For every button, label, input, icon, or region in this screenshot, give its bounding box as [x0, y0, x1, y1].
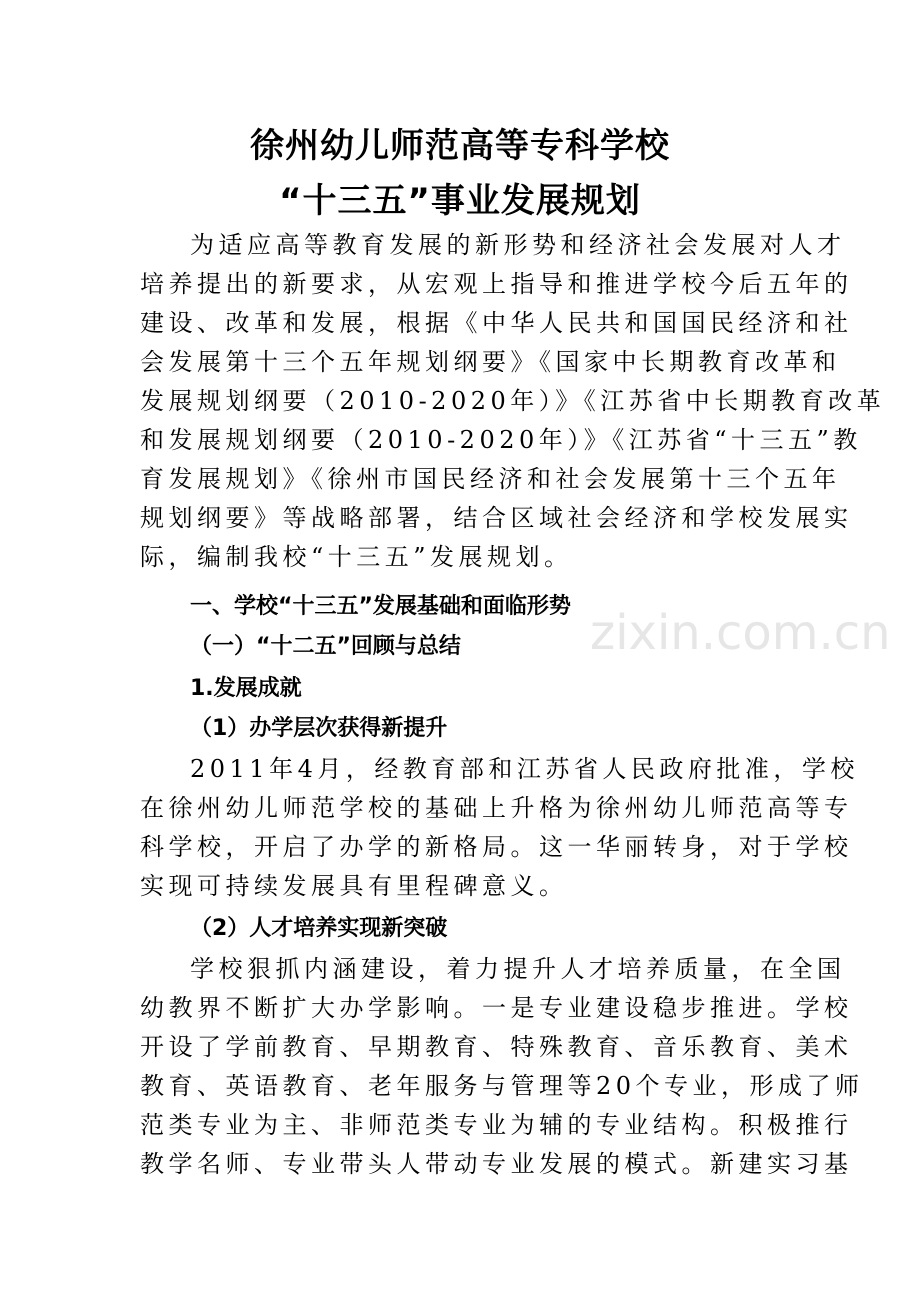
intro-line: 为适应高等教育发展的新形势和经济社会发展对人才	[190, 231, 846, 259]
point-heading: 1.发展成就	[190, 676, 302, 701]
item2-line: 开设了学前教育、早期教育、特殊教育、音乐教育、美术	[140, 1033, 853, 1061]
intro-line: 规划纲要》等战略部署，结合区域社会经济和学校发展实	[140, 504, 853, 532]
item-heading: （2）人才培养实现新突破	[190, 916, 448, 941]
intro-line: 发展规划纲要（2010-2020年）》《江苏省中长期教育改革	[140, 387, 886, 415]
subsection-heading: （一）“十二五”回顾与总结	[190, 634, 461, 659]
item2-line: 幼教界不断扩大办学影响。一是专业建设稳步推进。学校	[140, 994, 853, 1022]
intro-line: 培养提出的新要求，从宏观上指导和推进学校今后五年的	[140, 270, 853, 298]
item1-line: 实现可持续发展具有里程碑意义。	[140, 872, 568, 900]
item2-line: 学校狠抓内涵建设，着力提升人才培养质量，在全国	[190, 955, 846, 983]
item2-line: 教育、英语教育、老年服务与管理等20个专业，形成了师	[140, 1072, 864, 1100]
item2-line: 教学名师、专业带头人带动专业发展的模式。新建实习基	[140, 1150, 853, 1178]
document-title-line1: 徐州幼儿师范高等专科学校	[250, 126, 670, 166]
intro-line: 建设、改革和发展，根据《中华人民共和国国民经济和社	[140, 309, 853, 337]
intro-line: 际，编制我校“十三五”发展规划。	[140, 543, 573, 571]
item1-line: 2011年4月，经教育部和江苏省人民政府批准，学校	[190, 755, 859, 783]
intro-line: 和发展规划纲要（2010-2020年）》《江苏省“十三五”教	[140, 426, 862, 454]
item-heading: （1）办学层次获得新提升	[190, 716, 448, 741]
watermark: zixin.com.cn	[590, 605, 891, 661]
intro-line: 会发展第十三个五年规划纲要》《国家中长期教育改革和	[140, 348, 841, 376]
intro-line: 育发展规划》《徐州市国民经济和社会发展第十三个五年	[140, 465, 841, 493]
item2-line: 范类专业为主、非师范类专业为辅的专业结构。积极推行	[140, 1111, 853, 1139]
item1-line: 在徐州幼儿师范学校的基础上升格为徐州幼儿师范高等专	[140, 794, 853, 822]
section-heading: 一、学校“十三五”发展基础和面临形势	[190, 594, 571, 619]
item1-line: 科学校，开启了办学的新格局。这一华丽转身，对于学校	[140, 833, 853, 861]
document-title-line2: “十三五”事业发展规划	[279, 181, 641, 221]
